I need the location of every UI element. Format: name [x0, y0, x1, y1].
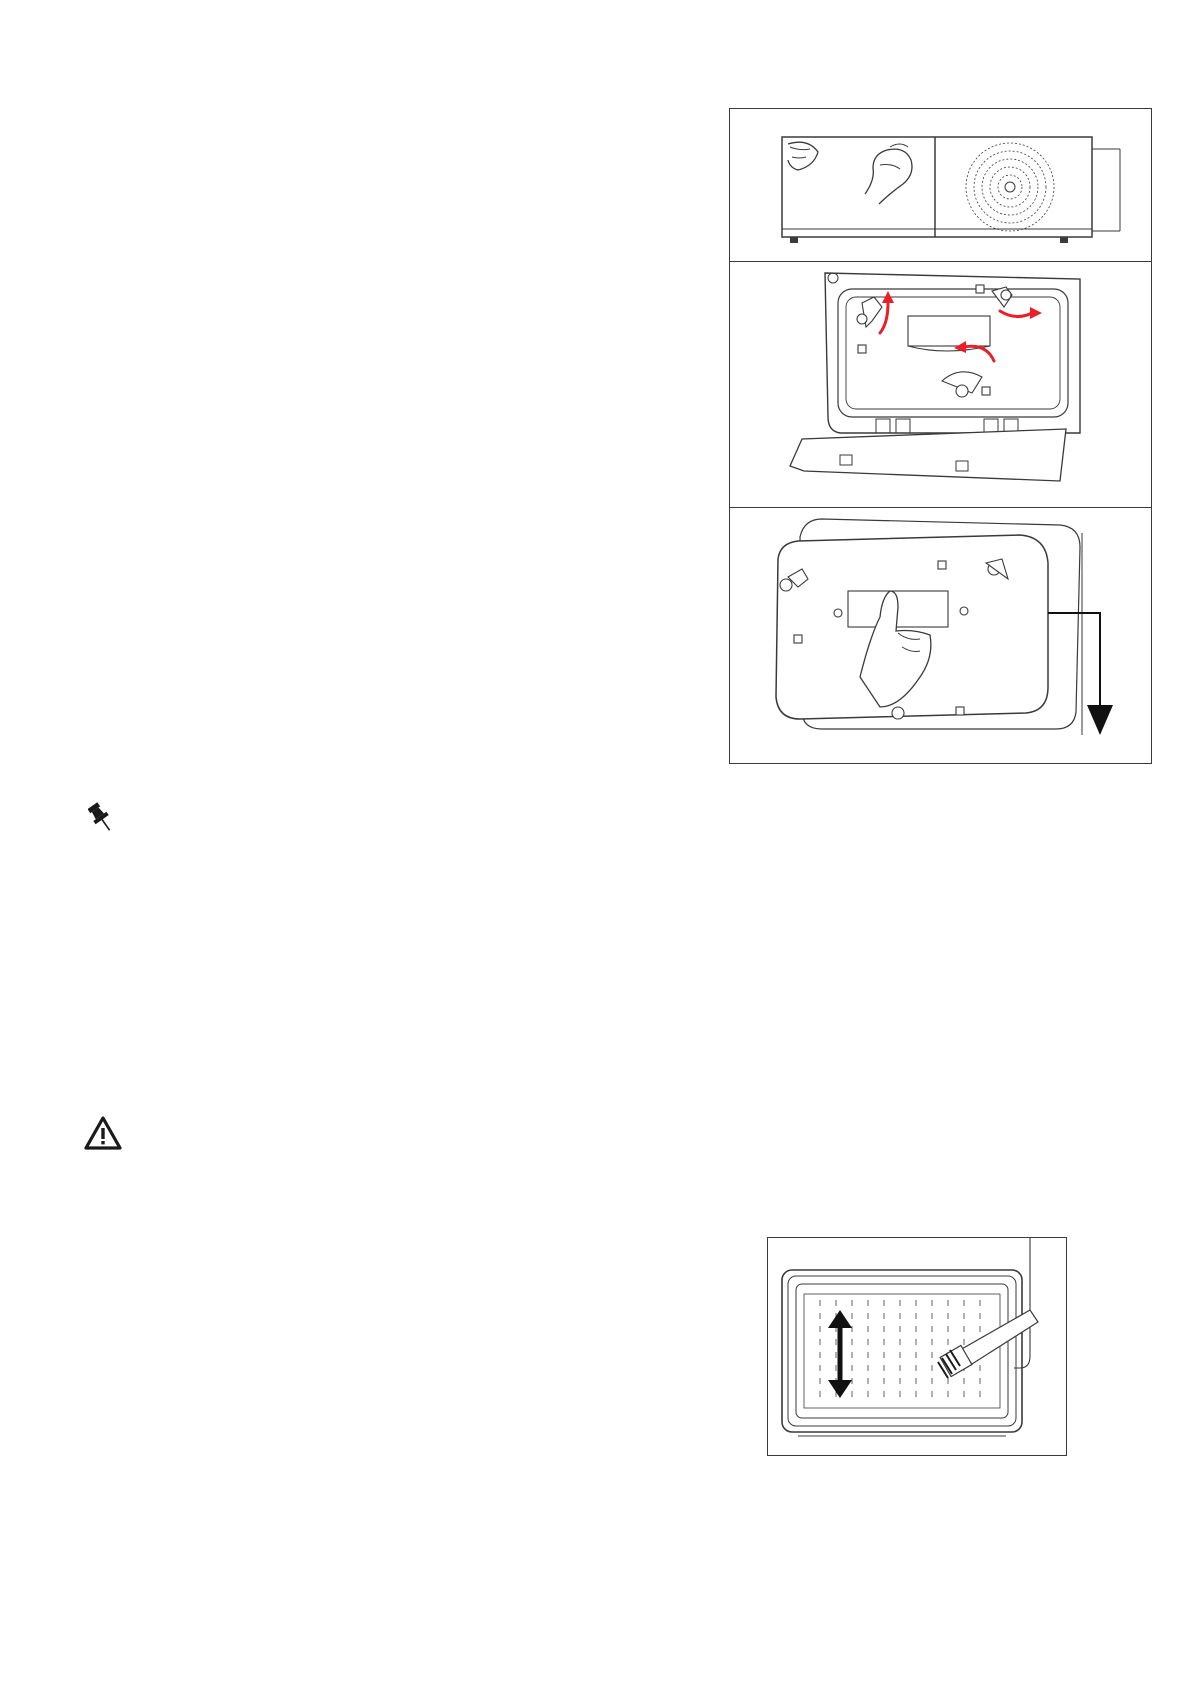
pushpin-icon: [88, 800, 114, 836]
illustration-pull-filter: [730, 507, 1151, 763]
step-illustrations: [729, 108, 1152, 764]
illustration-brush-filter: [767, 1237, 1067, 1456]
warning-triangle-icon: [83, 1115, 123, 1151]
illustration-open-hatch: [730, 109, 1151, 262]
illustration-release-clips: [730, 261, 1151, 508]
